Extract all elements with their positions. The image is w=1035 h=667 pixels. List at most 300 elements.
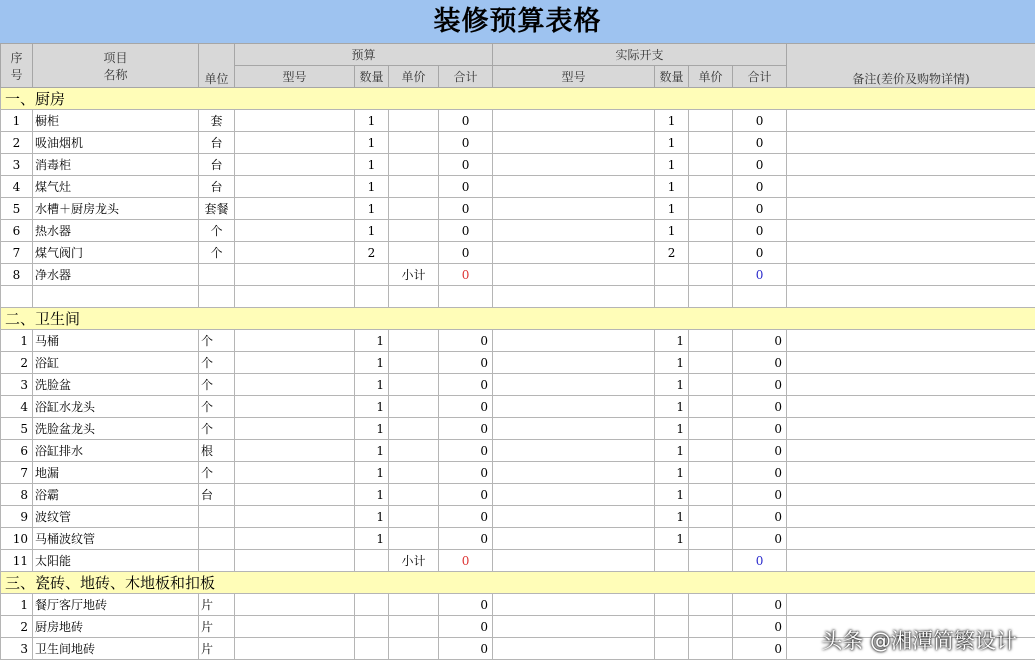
actual-model-cell[interactable] (493, 242, 655, 264)
table-row (1, 154, 1035, 176)
budget-model-cell[interactable] (235, 198, 355, 220)
actual-price-cell[interactable] (689, 396, 733, 418)
note-cell[interactable] (787, 220, 1035, 242)
actual-price-cell[interactable] (689, 550, 733, 572)
actual-total-cell[interactable]: 0 (733, 220, 787, 242)
budget-model-cell[interactable] (235, 594, 355, 616)
actual-price-cell[interactable] (689, 242, 733, 264)
actual-qty-cell[interactable]: 1 (655, 132, 689, 154)
budget-price-cell[interactable] (389, 220, 439, 242)
row-no[interactable]: 11 (1, 550, 33, 572)
row-no[interactable]: 5 (1, 418, 33, 440)
actual-model-cell[interactable] (493, 440, 655, 462)
actual-qty-cell[interactable]: 1 (655, 352, 689, 374)
actual-model-cell[interactable] (493, 176, 655, 198)
actual-price-cell[interactable] (689, 374, 733, 396)
row-no[interactable]: 6 (1, 440, 33, 462)
item-unit[interactable] (199, 528, 235, 550)
item-name[interactable]: 厨房地砖 (33, 616, 199, 638)
actual-qty-cell[interactable]: 1 (655, 462, 689, 484)
table-row (1, 110, 1035, 132)
row-no[interactable]: 9 (1, 506, 33, 528)
actual-qty-cell[interactable]: 1 (655, 374, 689, 396)
actual-model-cell[interactable] (493, 594, 655, 616)
item-name[interactable]: 浴缸水龙头 (33, 396, 199, 418)
budget-model-cell[interactable] (235, 528, 355, 550)
budget-model-cell[interactable] (235, 264, 355, 286)
actual-qty-cell[interactable]: 1 (655, 198, 689, 220)
item-name[interactable]: 橱柜 (33, 110, 199, 132)
note-cell[interactable] (787, 352, 1035, 374)
budget-price-cell[interactable] (389, 638, 439, 660)
budget-qty-cell[interactable]: 1 (355, 484, 389, 506)
row-no[interactable]: 3 (1, 374, 33, 396)
actual-qty-cell[interactable]: 1 (655, 110, 689, 132)
item-unit[interactable]: 个 (199, 220, 235, 242)
actual-model-cell[interactable] (493, 110, 655, 132)
note-cell[interactable] (787, 418, 1035, 440)
item-unit[interactable]: 片 (199, 638, 235, 660)
budget-model-cell[interactable] (235, 638, 355, 660)
budget-total-cell[interactable]: 0 (439, 242, 493, 264)
item-unit[interactable]: 台 (199, 154, 235, 176)
actual-model-cell[interactable] (493, 132, 655, 154)
actual-total-cell[interactable]: 0 (733, 440, 787, 462)
budget-total-cell[interactable]: 0 (439, 418, 493, 440)
item-name[interactable]: 马桶 (33, 330, 199, 352)
actual-total-cell[interactable]: 0 (733, 484, 787, 506)
actual-price-cell[interactable] (689, 220, 733, 242)
note-cell[interactable] (787, 110, 1035, 132)
item-unit[interactable]: 套餐 (199, 198, 235, 220)
budget-qty-cell[interactable]: 1 (355, 110, 389, 132)
budget-model-cell[interactable] (235, 220, 355, 242)
actual-qty-cell[interactable]: 1 (655, 176, 689, 198)
item-unit[interactable]: 个 (199, 462, 235, 484)
table-row (1, 418, 1035, 440)
item-unit[interactable] (199, 264, 235, 286)
note-cell[interactable] (787, 330, 1035, 352)
actual-model-cell[interactable] (493, 462, 655, 484)
budget-price-cell[interactable] (389, 440, 439, 462)
actual-price-cell[interactable] (689, 352, 733, 374)
item-unit[interactable]: 片 (199, 616, 235, 638)
budget-model-cell[interactable] (235, 132, 355, 154)
budget-price-cell[interactable] (389, 198, 439, 220)
budget-price-cell[interactable] (389, 484, 439, 506)
budget-qty-cell[interactable]: 1 (355, 132, 389, 154)
actual-total-cell[interactable]: 0 (733, 418, 787, 440)
actual-qty-cell[interactable] (655, 550, 689, 572)
budget-price-cell[interactable] (389, 616, 439, 638)
item-name[interactable]: 洗脸盆龙头 (33, 418, 199, 440)
budget-price-cell[interactable] (389, 154, 439, 176)
actual-model-cell[interactable] (493, 484, 655, 506)
table-row (1, 352, 1035, 374)
budget-qty-cell[interactable]: 1 (355, 220, 389, 242)
budget-model-cell[interactable] (235, 374, 355, 396)
item-unit[interactable] (199, 550, 235, 572)
actual-qty-cell[interactable]: 1 (655, 484, 689, 506)
section-title: 三、瓷砖、地砖、木地板和扣板 (1, 572, 1035, 594)
item-name[interactable]: 地漏 (33, 462, 199, 484)
budget-model-header: 型号 (235, 66, 355, 88)
item-name[interactable]: 浴缸 (33, 352, 199, 374)
budget-total-cell[interactable]: 0 (439, 462, 493, 484)
row-no[interactable]: 1 (1, 594, 33, 616)
budget-total-cell[interactable]: 0 (439, 396, 493, 418)
actual-qty-cell[interactable]: 1 (655, 418, 689, 440)
budget-qty-cell[interactable]: 1 (355, 330, 389, 352)
subtotal-label[interactable]: 小计 (389, 550, 439, 572)
budget-price-cell[interactable] (389, 176, 439, 198)
note-cell[interactable] (787, 462, 1035, 484)
item-name[interactable]: 水槽＋厨房龙头 (33, 198, 199, 220)
budget-total-cell[interactable]: 0 (439, 616, 493, 638)
row-no[interactable]: 3 (1, 638, 33, 660)
actual-price-cell[interactable] (689, 110, 733, 132)
actual-model-cell[interactable] (493, 264, 655, 286)
budget-total-cell[interactable]: 0 (439, 638, 493, 660)
budget-price-cell[interactable] (389, 418, 439, 440)
budget-total-cell[interactable]: 0 (439, 110, 493, 132)
row-no[interactable]: 8 (1, 264, 33, 286)
table-row (1, 198, 1035, 220)
actual-price-cell[interactable] (689, 330, 733, 352)
empty-cell[interactable] (733, 286, 787, 308)
budget-total-cell[interactable]: 0 (439, 154, 493, 176)
empty-cell[interactable] (439, 286, 493, 308)
row-no[interactable]: 4 (1, 396, 33, 418)
note-cell[interactable] (787, 176, 1035, 198)
actual-price-cell[interactable] (689, 528, 733, 550)
item-name[interactable]: 吸油烟机 (33, 132, 199, 154)
budget-total-cell[interactable]: 0 (439, 198, 493, 220)
item-name[interactable]: 马桶波纹管 (33, 528, 199, 550)
budget-subtotal-cell[interactable]: 0 (439, 264, 493, 286)
page-title: 装修预算表格 (0, 0, 1035, 44)
actual-total-cell[interactable]: 0 (733, 506, 787, 528)
item-unit[interactable]: 片 (199, 594, 235, 616)
budget-price-cell[interactable] (389, 462, 439, 484)
table-row (1, 396, 1035, 418)
item-name[interactable]: 浴霸 (33, 484, 199, 506)
budget-model-cell[interactable] (235, 242, 355, 264)
row-no[interactable]: 2 (1, 352, 33, 374)
actual-qty-cell[interactable]: 1 (655, 506, 689, 528)
actual-subtotal-cell[interactable]: 0 (733, 550, 787, 572)
budget-qty-cell[interactable] (355, 594, 389, 616)
budget-qty-cell[interactable]: 1 (355, 528, 389, 550)
row-no[interactable]: 4 (1, 176, 33, 198)
item-name[interactable]: 煤气灶 (33, 176, 199, 198)
seq-header: 序 号 (1, 44, 33, 88)
empty-cell[interactable] (355, 286, 389, 308)
row-no[interactable]: 6 (1, 220, 33, 242)
actual-total-cell[interactable]: 0 (733, 154, 787, 176)
row-no[interactable]: 2 (1, 132, 33, 154)
budget-total-cell[interactable]: 0 (439, 352, 493, 374)
table-row (1, 176, 1035, 198)
actual-qty-cell[interactable] (655, 264, 689, 286)
budget-price-header: 单价 (389, 66, 439, 88)
actual-price-cell[interactable] (689, 264, 733, 286)
actual-price-cell[interactable] (689, 176, 733, 198)
empty-cell[interactable] (493, 286, 655, 308)
budget-total-cell[interactable]: 0 (439, 440, 493, 462)
actual-model-cell[interactable] (493, 638, 655, 660)
subtotal-row (1, 264, 1035, 286)
actual-total-cell[interactable]: 0 (733, 330, 787, 352)
empty-cell[interactable] (199, 286, 235, 308)
note-cell[interactable] (787, 374, 1035, 396)
actual-price-cell[interactable] (689, 418, 733, 440)
budget-qty-cell[interactable]: 1 (355, 198, 389, 220)
item-name[interactable]: 卫生间地砖 (33, 638, 199, 660)
item-unit[interactable]: 台 (199, 176, 235, 198)
row-no[interactable]: 7 (1, 462, 33, 484)
budget-total-cell[interactable]: 0 (439, 594, 493, 616)
budget-price-cell[interactable] (389, 352, 439, 374)
actual-model-cell[interactable] (493, 418, 655, 440)
budget-price-cell[interactable] (389, 594, 439, 616)
item-unit[interactable]: 个 (199, 418, 235, 440)
budget-total-cell[interactable]: 0 (439, 374, 493, 396)
note-cell[interactable] (787, 484, 1035, 506)
budget-price-cell[interactable] (389, 242, 439, 264)
budget-model-cell[interactable] (235, 484, 355, 506)
table-row (1, 242, 1035, 264)
item-unit[interactable]: 台 (199, 484, 235, 506)
actual-price-cell[interactable] (689, 462, 733, 484)
budget-total-cell[interactable]: 0 (439, 528, 493, 550)
item-name[interactable]: 太阳能 (33, 550, 199, 572)
empty-cell[interactable] (655, 286, 689, 308)
note-cell[interactable] (787, 198, 1035, 220)
actual-total-cell[interactable]: 0 (733, 374, 787, 396)
budget-total-cell[interactable]: 0 (439, 506, 493, 528)
note-cell[interactable] (787, 242, 1035, 264)
actual-qty-cell[interactable] (655, 638, 689, 660)
budget-qty-cell[interactable]: 1 (355, 352, 389, 374)
empty-row (1, 286, 1035, 308)
budget-subtotal-cell[interactable]: 0 (439, 550, 493, 572)
actual-model-cell[interactable] (493, 528, 655, 550)
budget-total-cell[interactable]: 0 (439, 176, 493, 198)
budget-model-cell[interactable] (235, 418, 355, 440)
row-no[interactable]: 3 (1, 154, 33, 176)
subtotal-label[interactable]: 小计 (389, 264, 439, 286)
actual-qty-cell[interactable] (655, 616, 689, 638)
section-title: 一、厨房 (1, 88, 1035, 110)
item-unit[interactable]: 个 (199, 396, 235, 418)
budget-total-cell[interactable]: 0 (439, 220, 493, 242)
budget-total-header: 合计 (439, 66, 493, 88)
actual-total-cell[interactable]: 0 (733, 638, 787, 660)
actual-total-cell[interactable]: 0 (733, 352, 787, 374)
empty-cell[interactable] (235, 286, 355, 308)
actual-total-cell[interactable]: 0 (733, 594, 787, 616)
budget-model-cell[interactable] (235, 330, 355, 352)
table-row (1, 374, 1035, 396)
budget-model-cell[interactable] (235, 396, 355, 418)
actual-qty-cell[interactable] (655, 594, 689, 616)
table-row (1, 594, 1035, 616)
budget-model-cell[interactable] (235, 440, 355, 462)
section-title: 二、卫生间 (1, 308, 1035, 330)
actual-model-cell[interactable] (493, 352, 655, 374)
actual-price-cell[interactable] (689, 198, 733, 220)
budget-price-cell[interactable] (389, 506, 439, 528)
budget-model-cell[interactable] (235, 176, 355, 198)
actual-total-cell[interactable]: 0 (733, 110, 787, 132)
budget-price-cell[interactable] (389, 110, 439, 132)
actual-qty-cell[interactable]: 1 (655, 330, 689, 352)
budget-model-cell[interactable] (235, 154, 355, 176)
row-no[interactable]: 5 (1, 198, 33, 220)
budget-model-cell[interactable] (235, 462, 355, 484)
actual-subtotal-cell[interactable]: 0 (733, 264, 787, 286)
budget-model-cell[interactable] (235, 550, 355, 572)
empty-cell[interactable] (1, 286, 33, 308)
actual-total-cell[interactable]: 0 (733, 132, 787, 154)
item-name[interactable]: 波纹管 (33, 506, 199, 528)
note-cell[interactable] (787, 506, 1035, 528)
item-unit[interactable]: 个 (199, 330, 235, 352)
actual-model-cell[interactable] (493, 154, 655, 176)
budget-qty-cell[interactable]: 1 (355, 396, 389, 418)
item-name[interactable]: 净水器 (33, 264, 199, 286)
budget-qty-cell[interactable] (355, 550, 389, 572)
budget-price-cell[interactable] (389, 374, 439, 396)
actual-price-cell[interactable] (689, 616, 733, 638)
item-name[interactable]: 热水器 (33, 220, 199, 242)
budget-qty-cell[interactable]: 1 (355, 154, 389, 176)
empty-cell[interactable] (389, 286, 439, 308)
budget-qty-cell[interactable]: 1 (355, 506, 389, 528)
actual-model-cell[interactable] (493, 198, 655, 220)
budget-model-cell[interactable] (235, 352, 355, 374)
budget-qty-cell[interactable]: 1 (355, 440, 389, 462)
actual-total-cell[interactable]: 0 (733, 176, 787, 198)
actual-total-cell[interactable]: 0 (733, 242, 787, 264)
actual-model-cell[interactable] (493, 220, 655, 242)
budget-price-cell[interactable] (389, 528, 439, 550)
actual-total-cell[interactable]: 0 (733, 396, 787, 418)
item-unit[interactable]: 根 (199, 440, 235, 462)
note-cell[interactable] (787, 396, 1035, 418)
actual-qty-cell[interactable]: 1 (655, 220, 689, 242)
budget-price-cell[interactable] (389, 330, 439, 352)
actual-model-cell[interactable] (493, 374, 655, 396)
item-unit[interactable]: 台 (199, 132, 235, 154)
table-row (1, 484, 1035, 506)
item-unit[interactable]: 个 (199, 242, 235, 264)
budget-qty-cell[interactable]: 2 (355, 242, 389, 264)
empty-cell[interactable] (787, 286, 1035, 308)
row-no[interactable]: 1 (1, 330, 33, 352)
empty-cell[interactable] (689, 286, 733, 308)
budget-model-cell[interactable] (235, 110, 355, 132)
budget-qty-cell[interactable]: 1 (355, 374, 389, 396)
note-cell[interactable] (787, 154, 1035, 176)
budget-model-cell[interactable] (235, 506, 355, 528)
budget-model-cell[interactable] (235, 616, 355, 638)
actual-price-cell[interactable] (689, 440, 733, 462)
actual-qty-cell[interactable]: 1 (655, 154, 689, 176)
section-header-row (1, 572, 1035, 594)
empty-cell[interactable] (33, 286, 199, 308)
actual-price-cell[interactable] (689, 506, 733, 528)
row-no[interactable]: 1 (1, 110, 33, 132)
row-no[interactable]: 10 (1, 528, 33, 550)
actual-qty-cell[interactable]: 2 (655, 242, 689, 264)
item-name[interactable]: 消毒柜 (33, 154, 199, 176)
actual-model-cell[interactable] (493, 616, 655, 638)
actual-total-cell[interactable]: 0 (733, 462, 787, 484)
budget-qty-cell[interactable]: 1 (355, 462, 389, 484)
budget-qty-cell[interactable]: 1 (355, 418, 389, 440)
actual-price-cell[interactable] (689, 154, 733, 176)
item-unit[interactable] (199, 506, 235, 528)
actual-model-cell[interactable] (493, 506, 655, 528)
actual-qty-cell[interactable]: 1 (655, 528, 689, 550)
actual-price-cell[interactable] (689, 594, 733, 616)
note-cell[interactable] (787, 550, 1035, 572)
budget-qty-cell[interactable] (355, 264, 389, 286)
item-name[interactable]: 洗脸盆 (33, 374, 199, 396)
note-cell[interactable] (787, 264, 1035, 286)
actual-price-cell[interactable] (689, 638, 733, 660)
row-no[interactable]: 7 (1, 242, 33, 264)
budget-total-cell[interactable]: 0 (439, 132, 493, 154)
row-no[interactable]: 8 (1, 484, 33, 506)
item-unit[interactable]: 个 (199, 352, 235, 374)
budget-qty-cell[interactable] (355, 616, 389, 638)
actual-qty-cell[interactable]: 1 (655, 440, 689, 462)
note-cell[interactable] (787, 440, 1035, 462)
actual-qty-cell[interactable]: 1 (655, 396, 689, 418)
note-cell[interactable] (787, 132, 1035, 154)
budget-total-cell[interactable]: 0 (439, 330, 493, 352)
table-row (1, 528, 1035, 550)
actual-model-cell[interactable] (493, 330, 655, 352)
item-unit[interactable]: 个 (199, 374, 235, 396)
actual-total-cell[interactable]: 0 (733, 616, 787, 638)
actual-model-cell[interactable] (493, 550, 655, 572)
item-name[interactable]: 浴缸排水 (33, 440, 199, 462)
actual-model-cell[interactable] (493, 396, 655, 418)
budget-qty-header: 数量 (355, 66, 389, 88)
note-cell[interactable] (787, 528, 1035, 550)
note-cell[interactable] (787, 594, 1035, 616)
actual-model-header: 型号 (493, 66, 655, 88)
budget-qty-cell[interactable]: 1 (355, 176, 389, 198)
actual-total-cell[interactable]: 0 (733, 528, 787, 550)
actual-price-cell[interactable] (689, 132, 733, 154)
row-no[interactable]: 2 (1, 616, 33, 638)
budget-price-cell[interactable] (389, 132, 439, 154)
actual-total-cell[interactable]: 0 (733, 198, 787, 220)
budget-header: 预算 (235, 44, 493, 66)
budget-total-cell[interactable]: 0 (439, 484, 493, 506)
item-name[interactable]: 餐厅客厅地砖 (33, 594, 199, 616)
budget-qty-cell[interactable] (355, 638, 389, 660)
item-unit[interactable]: 套 (199, 110, 235, 132)
actual-price-cell[interactable] (689, 484, 733, 506)
item-name[interactable]: 煤气阀门 (33, 242, 199, 264)
budget-price-cell[interactable] (389, 396, 439, 418)
